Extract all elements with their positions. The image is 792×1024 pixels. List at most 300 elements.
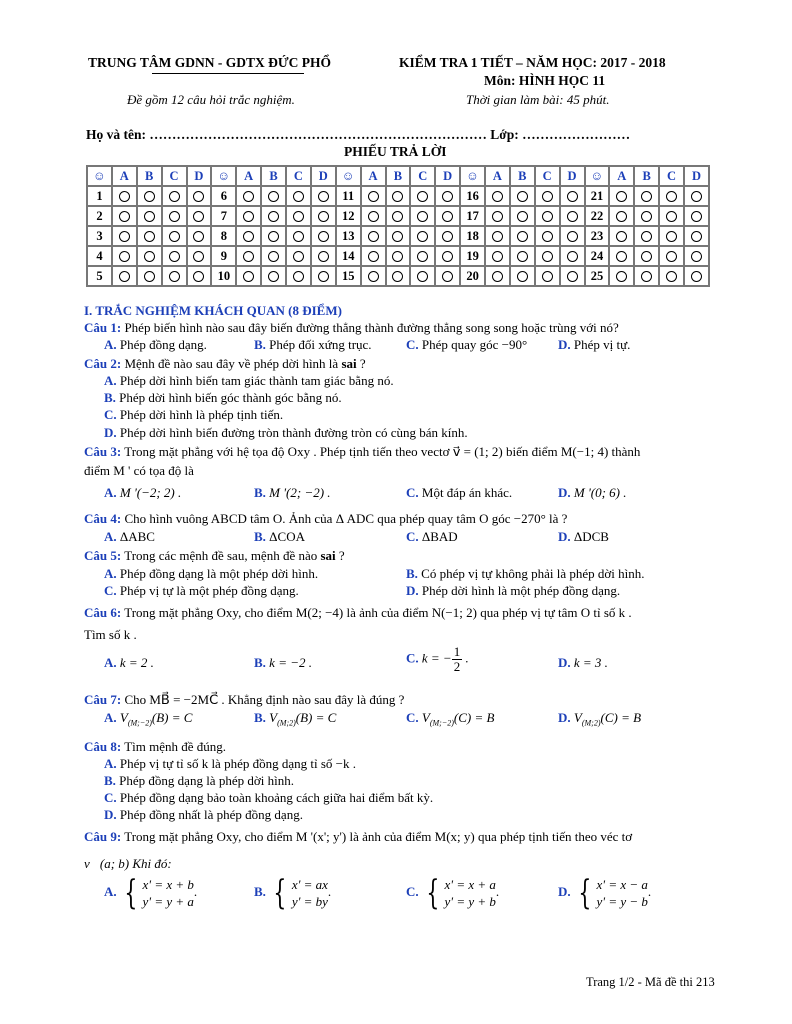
q7-option-d[interactable]: D. $V_{(M;2)}(C) = B$	[558, 710, 642, 728]
answer-bubble[interactable]	[137, 246, 162, 266]
answer-bubble[interactable]	[187, 266, 212, 286]
smile-icon: ☺	[211, 166, 236, 186]
answer-row	[87, 186, 709, 206]
circle-icon	[442, 211, 453, 222]
circle-icon	[368, 271, 379, 282]
q3-option-b[interactable]: B. M '(2; −2) .	[254, 485, 331, 500]
answer-bubble[interactable]	[162, 266, 187, 286]
answer-bubble[interactable]	[435, 226, 460, 246]
q9-option-c[interactable]: C. { x' = x + a y' = y + b .	[406, 873, 500, 913]
answer-bubble[interactable]	[560, 226, 585, 246]
circle-icon	[193, 251, 204, 262]
circle-icon	[193, 231, 204, 242]
circle-icon	[417, 231, 428, 242]
question-number: 2	[87, 206, 112, 226]
answer-sheet-table	[86, 165, 710, 287]
smile-icon: ☺	[87, 166, 112, 186]
answer-bubble[interactable]	[236, 266, 261, 286]
circle-icon	[691, 231, 702, 242]
answer-bubble[interactable]	[162, 246, 187, 266]
circle-icon	[169, 231, 180, 242]
circle-icon	[243, 271, 254, 282]
choice-header-b: B	[510, 166, 535, 186]
answer-bubble[interactable]	[485, 206, 510, 226]
answer-bubble[interactable]	[510, 226, 535, 246]
circle-icon	[666, 231, 677, 242]
answer-bubble[interactable]	[684, 266, 709, 286]
answer-bubble[interactable]	[137, 186, 162, 206]
circle-icon	[392, 231, 403, 242]
question-4: Câu 4: Cho hình vuông ABCD tâm O. Ảnh của Δ ADC qua phép quay tâm O góc −270° là ?	[84, 511, 568, 526]
circle-icon	[268, 251, 279, 262]
circle-icon	[492, 191, 503, 202]
question-3: Câu 3: Trong mặt phẳng với hệ tọa độ Oxy . Phép tịnh tiến theo vectơ v⃗ = (1; 2) biến điểm M(−1; 4) thành	[84, 444, 641, 459]
circle-icon	[119, 191, 130, 202]
circle-icon	[293, 271, 304, 282]
q5-option-c[interactable]: C. Phép vị tự là một phép đồng dạng.	[104, 583, 299, 598]
circle-icon	[144, 191, 155, 202]
question-number: 24	[585, 246, 610, 266]
q5-option-a[interactable]: A. Phép đồng dạng là một phép dời hình.	[104, 566, 319, 581]
smile-icon: ☺	[336, 166, 361, 186]
choice-header-d: D	[311, 166, 336, 186]
smile-icon: ☺	[585, 166, 610, 186]
answer-bubble[interactable]	[386, 186, 411, 206]
answer-bubble[interactable]	[634, 226, 659, 246]
q2-option-a[interactable]: A. Phép dời hình biến tam giác thành tam giác bằng nó.	[104, 373, 394, 388]
circle-icon	[293, 191, 304, 202]
answer-bubble[interactable]	[485, 246, 510, 266]
choice-header-c: C	[535, 166, 560, 186]
circle-icon	[442, 191, 453, 202]
circle-icon	[119, 231, 130, 242]
answer-bubble[interactable]	[560, 246, 585, 266]
choice-header-d: D	[187, 166, 212, 186]
answer-bubble[interactable]	[137, 206, 162, 226]
answer-bubble[interactable]	[410, 266, 435, 286]
circle-icon	[243, 211, 254, 222]
question-number: 7	[211, 206, 236, 226]
circle-icon	[169, 251, 180, 262]
answer-bubble[interactable]	[361, 206, 386, 226]
answer-bubble[interactable]	[386, 226, 411, 246]
circle-icon	[119, 211, 130, 222]
circle-icon	[169, 271, 180, 282]
answer-bubble[interactable]	[410, 226, 435, 246]
question-number: 6	[211, 186, 236, 206]
q3-option-a[interactable]: A. M '(−2; 2) .	[104, 485, 182, 500]
answer-bubble[interactable]	[112, 186, 137, 206]
circle-icon	[169, 191, 180, 202]
answer-bubble[interactable]	[410, 206, 435, 226]
answer-bubble[interactable]	[684, 206, 709, 226]
circle-icon	[119, 271, 130, 282]
circle-icon	[144, 231, 155, 242]
choice-header-a: A	[485, 166, 510, 186]
circle-icon	[268, 211, 279, 222]
question-number: 19	[460, 246, 485, 266]
answer-bubble[interactable]	[435, 206, 460, 226]
circle-icon	[691, 191, 702, 202]
circle-icon	[616, 211, 627, 222]
answer-bubble[interactable]	[137, 226, 162, 246]
circle-icon	[641, 211, 652, 222]
choice-header-c: C	[659, 166, 684, 186]
circle-icon	[641, 191, 652, 202]
question-number: 25	[585, 266, 610, 286]
circle-icon	[293, 251, 304, 262]
question-number: 13	[336, 226, 361, 246]
question-3-line2: điểm M ' có tọa độ là	[84, 463, 194, 478]
answer-bubble[interactable]	[535, 226, 560, 246]
answer-bubble[interactable]	[535, 206, 560, 226]
choice-header-b: B	[137, 166, 162, 186]
question-number: 4	[87, 246, 112, 266]
circle-icon	[293, 211, 304, 222]
answer-bubble[interactable]	[112, 266, 137, 286]
answer-bubble[interactable]	[609, 206, 634, 226]
q3-option-d[interactable]: D. M '(0; 6) .	[558, 485, 627, 500]
answer-bubble[interactable]	[609, 266, 634, 286]
q6-option-c[interactable]: C. k = − $\frac{1}{2}$ .	[406, 644, 469, 674]
answer-bubble[interactable]	[410, 246, 435, 266]
circle-icon	[392, 211, 403, 222]
answer-bubble[interactable]	[386, 266, 411, 286]
q1-option-c[interactable]: C. Phép quay góc −90°	[406, 337, 528, 352]
question-number: 3	[87, 226, 112, 246]
answer-bubble[interactable]	[261, 246, 286, 266]
answer-bubble[interactable]	[535, 246, 560, 266]
question-number: 22	[585, 206, 610, 226]
answer-bubble[interactable]	[261, 226, 286, 246]
circle-icon	[268, 231, 279, 242]
answer-bubble[interactable]	[560, 266, 585, 286]
circle-icon	[318, 271, 329, 282]
choice-header-c: C	[410, 166, 435, 186]
answer-bubble[interactable]	[361, 226, 386, 246]
circle-icon	[542, 211, 553, 222]
answer-sheet-header-row	[87, 166, 709, 186]
q6-option-b[interactable]: B. k = −2 .	[254, 655, 312, 670]
q8-option-d[interactable]: D. Phép đồng nhất là phép đồng dạng.	[104, 807, 303, 822]
question-number: 20	[460, 266, 485, 286]
q6-option-d[interactable]: D. k = 3 .	[558, 655, 608, 670]
answer-bubble[interactable]	[510, 206, 535, 226]
q4-option-a[interactable]: A. ΔABC	[104, 529, 155, 544]
q9-option-b[interactable]: B. { x' = ax y' = by .	[254, 873, 332, 913]
choice-header-a: A	[236, 166, 261, 186]
circle-icon	[616, 191, 627, 202]
q2-option-d[interactable]: D. Phép dời hình biến đường tròn thành đường tròn có cùng bán kính.	[104, 425, 468, 440]
circle-icon	[243, 231, 254, 242]
q1-option-b[interactable]: B. Phép đối xứng trục.	[254, 337, 372, 352]
circle-icon	[392, 251, 403, 262]
circle-icon	[691, 271, 702, 282]
q8-option-c[interactable]: C. Phép đồng dạng bảo toàn khoảng cách giữa hai điểm bất kỳ.	[104, 790, 434, 805]
choice-header-d: D	[684, 166, 709, 186]
question-9-line2: v⃗(a; b) Khi đó:	[84, 856, 172, 871]
answer-bubble[interactable]	[311, 226, 336, 246]
answer-bubble[interactable]	[634, 266, 659, 286]
question-number: 15	[336, 266, 361, 286]
question-2: Câu 2: Mệnh đề nào sau đây về phép dời hình là sai ?	[84, 356, 366, 371]
circle-icon	[666, 251, 677, 262]
answer-bubble[interactable]	[510, 246, 535, 266]
answer-bubble[interactable]	[361, 246, 386, 266]
question-number: 18	[460, 226, 485, 246]
q6-option-a[interactable]: A. k = 2 .	[104, 655, 154, 670]
question-9: Câu 9: Trong mặt phẳng Oxy, cho điểm M '(x'; y') là ảnh của điểm M(x; y) qua phép tịnh tiến theo véc tơ	[84, 829, 633, 844]
q9-option-d[interactable]: D. { x' = x − a y' = y − b .	[558, 873, 652, 913]
circle-icon	[368, 191, 379, 202]
circle-icon	[243, 191, 254, 202]
choice-header-c: C	[286, 166, 311, 186]
circle-icon	[442, 251, 453, 262]
choice-header-d: D	[435, 166, 460, 186]
circle-icon	[517, 271, 528, 282]
circle-icon	[542, 231, 553, 242]
answer-bubble[interactable]	[386, 206, 411, 226]
answer-bubble[interactable]	[286, 186, 311, 206]
circle-icon	[567, 211, 578, 222]
circle-icon	[144, 271, 155, 282]
answer-bubble[interactable]	[659, 266, 684, 286]
circle-icon	[542, 271, 553, 282]
answer-bubble[interactable]	[286, 206, 311, 226]
section-title: I. TRẮC NGHIỆM KHÁCH QUAN (8 ĐIỂM)	[84, 303, 342, 318]
answer-bubble[interactable]	[435, 186, 460, 206]
answer-bubble[interactable]	[485, 266, 510, 286]
name-line: Họ và tên: ………………………………………………………………… Lớp: ……………………	[86, 127, 631, 142]
answer-bubble[interactable]	[311, 206, 336, 226]
circle-icon	[368, 211, 379, 222]
question-number: 12	[336, 206, 361, 226]
page-footer: Trang 1/2 - Mã đề thi 213	[586, 975, 715, 989]
circle-icon	[392, 191, 403, 202]
question-number: 11	[336, 186, 361, 206]
circle-icon	[691, 211, 702, 222]
answer-bubble[interactable]	[659, 206, 684, 226]
answer-bubble[interactable]	[162, 186, 187, 206]
answer-bubble[interactable]	[187, 246, 212, 266]
smile-icon: ☺	[460, 166, 485, 186]
answer-bubble[interactable]	[236, 246, 261, 266]
school-underline	[152, 73, 304, 74]
answer-bubble[interactable]	[535, 266, 560, 286]
circle-icon	[567, 231, 578, 242]
answer-bubble[interactable]	[187, 206, 212, 226]
circle-icon	[517, 191, 528, 202]
circle-icon	[666, 271, 677, 282]
question-1: Câu 1: Phép biến hình nào sau đây biến đường thẳng thành đường thẳng song song hoặc trùng với nó?	[84, 320, 619, 335]
answer-bubble[interactable]	[609, 246, 634, 266]
q4-option-b[interactable]: B. ΔCOA	[254, 529, 305, 544]
answer-row	[87, 206, 709, 226]
answer-bubble[interactable]	[261, 186, 286, 206]
choice-header-b: B	[261, 166, 286, 186]
circle-icon	[616, 271, 627, 282]
answer-bubble[interactable]	[236, 186, 261, 206]
answer-bubble[interactable]	[609, 186, 634, 206]
circle-icon	[666, 191, 677, 202]
question-number: 16	[460, 186, 485, 206]
answer-bubble[interactable]	[261, 266, 286, 286]
q3-option-c[interactable]: C. Một đáp án khác.	[406, 485, 513, 500]
exam-time: Thời gian làm bài: 45 phút.	[466, 92, 610, 107]
circle-icon	[318, 191, 329, 202]
circle-icon	[119, 251, 130, 262]
answer-bubble[interactable]	[560, 206, 585, 226]
q8-option-a[interactable]: A. Phép vị tự tỉ số k là phép đồng dạng tỉ số −k .	[104, 756, 356, 771]
choice-header-d: D	[560, 166, 585, 186]
question-number: 10	[211, 266, 236, 286]
circle-icon	[567, 191, 578, 202]
answer-bubble[interactable]	[286, 226, 311, 246]
q1-option-a[interactable]: A. Phép đồng dạng.	[104, 337, 207, 352]
answer-bubble[interactable]	[510, 266, 535, 286]
q7-option-c[interactable]: C. $V_{(M;-2)}(C) = B$	[406, 710, 495, 728]
answer-bubble[interactable]	[684, 226, 709, 246]
answer-bubble[interactable]	[634, 186, 659, 206]
choice-header-b: B	[634, 166, 659, 186]
answer-row	[87, 226, 709, 246]
q5-option-d[interactable]: D. Phép dời hình là một phép đồng dạng.	[406, 583, 621, 598]
circle-icon	[567, 251, 578, 262]
answer-bubble[interactable]	[162, 226, 187, 246]
circle-icon	[442, 231, 453, 242]
question-number: 17	[460, 206, 485, 226]
circle-icon	[417, 271, 428, 282]
circle-icon	[442, 271, 453, 282]
circle-icon	[193, 271, 204, 282]
circle-icon	[517, 211, 528, 222]
q5-option-b[interactable]: B. Có phép vị tự không phải là phép dời hình.	[406, 566, 645, 581]
answer-bubble[interactable]	[311, 266, 336, 286]
circle-icon	[368, 231, 379, 242]
answer-bubble[interactable]	[659, 226, 684, 246]
answer-bubble[interactable]	[112, 246, 137, 266]
sheet-title: PHIẾU TRẢ LỜI	[344, 144, 447, 159]
question-5: Câu 5: Trong các mệnh đề sau, mệnh đề nào sai ?	[84, 548, 345, 563]
choice-header-a: A	[609, 166, 634, 186]
question-6-line2: Tìm số k .	[84, 627, 137, 642]
choice-header-b: B	[386, 166, 411, 186]
school-name: TRUNG TÂM GDNN - GDTX ĐỨC PHỔ	[88, 55, 331, 70]
answer-bubble[interactable]	[684, 246, 709, 266]
circle-icon	[616, 231, 627, 242]
answer-bubble[interactable]	[410, 186, 435, 206]
circle-icon	[268, 191, 279, 202]
exam-title: KIỂM TRA 1 TIẾT – NĂM HỌC: 2017 - 2018	[399, 55, 666, 70]
answer-bubble[interactable]	[659, 246, 684, 266]
circle-icon	[318, 211, 329, 222]
q4-option-d[interactable]: D. ΔDCB	[558, 529, 609, 544]
answer-bubble[interactable]	[535, 186, 560, 206]
q2-option-b[interactable]: B. Phép dời hình biến góc thành góc bằng nó.	[104, 390, 342, 405]
circle-icon	[542, 251, 553, 262]
answer-bubble[interactable]	[634, 246, 659, 266]
answer-bubble[interactable]	[485, 186, 510, 206]
answer-row	[87, 246, 709, 266]
answer-bubble[interactable]	[286, 246, 311, 266]
question-7: Câu 7: Cho MB⃗ = −2MC⃗ . Khẳng định nào sau đây là đúng ?	[84, 692, 405, 707]
circle-icon	[293, 231, 304, 242]
answer-bubble[interactable]	[187, 226, 212, 246]
answer-bubble[interactable]	[286, 266, 311, 286]
answer-bubble[interactable]	[435, 246, 460, 266]
circle-icon	[666, 211, 677, 222]
circle-icon	[492, 251, 503, 262]
answer-bubble[interactable]	[485, 226, 510, 246]
q8-option-b[interactable]: B. Phép đồng dạng là phép dời hình.	[104, 773, 294, 788]
q4-option-c[interactable]: C. ΔBAD	[406, 529, 458, 544]
choice-header-c: C	[162, 166, 187, 186]
answer-bubble[interactable]	[236, 226, 261, 246]
answer-bubble[interactable]	[311, 186, 336, 206]
answer-bubble[interactable]	[510, 186, 535, 206]
question-8: Câu 8: Tìm mệnh đề đúng.	[84, 739, 227, 754]
circle-icon	[243, 251, 254, 262]
answer-bubble[interactable]	[361, 266, 386, 286]
answer-bubble[interactable]	[112, 226, 137, 246]
circle-icon	[144, 251, 155, 262]
circle-icon	[616, 251, 627, 262]
answer-bubble[interactable]	[684, 186, 709, 206]
question-number: 14	[336, 246, 361, 266]
circle-icon	[641, 231, 652, 242]
circle-icon	[492, 271, 503, 282]
circle-icon	[492, 231, 503, 242]
circle-icon	[492, 211, 503, 222]
answer-bubble[interactable]	[187, 186, 212, 206]
answer-bubble[interactable]	[560, 186, 585, 206]
answer-bubble[interactable]	[112, 206, 137, 226]
answer-bubble[interactable]	[162, 206, 187, 226]
answer-bubble[interactable]	[386, 246, 411, 266]
choice-header-a: A	[361, 166, 386, 186]
question-number: 9	[211, 246, 236, 266]
question-number: 1	[87, 186, 112, 206]
circle-icon	[169, 211, 180, 222]
circle-icon	[144, 211, 155, 222]
question-number: 8	[211, 226, 236, 246]
answer-bubble[interactable]	[236, 206, 261, 226]
circle-icon	[417, 211, 428, 222]
circle-icon	[417, 191, 428, 202]
q2-option-c[interactable]: C. Phép dời hình là phép tịnh tiến.	[104, 407, 284, 422]
answer-bubble[interactable]	[659, 186, 684, 206]
answer-row	[87, 266, 709, 286]
q7-option-a[interactable]: A. $V_{(M;-2)}(B) = C$	[104, 710, 193, 728]
question-number: 21	[585, 186, 610, 206]
circle-icon	[517, 251, 528, 262]
answer-bubble[interactable]	[137, 266, 162, 286]
question-number: 23	[585, 226, 610, 246]
answer-bubble[interactable]	[361, 186, 386, 206]
circle-icon	[193, 191, 204, 202]
q9-option-a[interactable]: A. { x' = x + b y' = y + a .	[104, 873, 198, 913]
answer-bubble[interactable]	[261, 206, 286, 226]
answer-bubble[interactable]	[435, 266, 460, 286]
q7-option-b[interactable]: B. $V_{(M;2)}(B) = C$	[254, 710, 337, 728]
answer-bubble[interactable]	[311, 246, 336, 266]
circle-icon	[641, 251, 652, 262]
answer-bubble[interactable]	[609, 226, 634, 246]
answer-bubble[interactable]	[634, 206, 659, 226]
circle-icon	[641, 271, 652, 282]
circle-icon	[268, 271, 279, 282]
q1-option-d[interactable]: D. Phép vị tự.	[558, 337, 631, 352]
